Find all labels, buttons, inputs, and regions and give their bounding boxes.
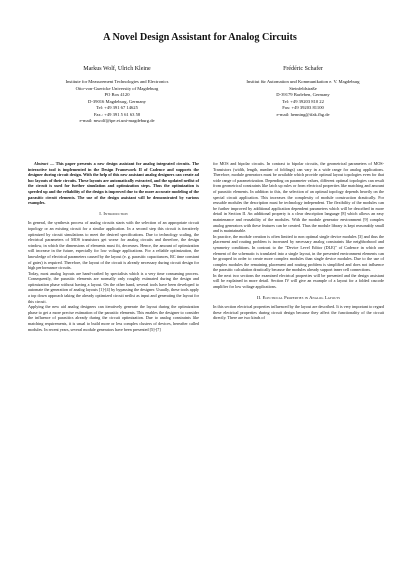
affiliation-line: Steinfeldstraße [289, 85, 317, 91]
abstract-text: — This paper presents a new design assistant for analog integrated circuits. The interactive tool is implemented in the Design Framework II of Cadence and supports the designer during circuit design. With the help of this new assistant analog designers can create ad hoc layouts of their circuits. These layouts are automatically extracted, and the updated netlist of the circuit is used for further simulation and optimization steps. Thus the optimization is speeded up and the reliability of the design is improved due to the more accurate modeling of the parasitic circuit elements. The use of the design assistant will be demonstrated by various examples. [28, 161, 199, 206]
affiliation-line: e-mail: henning@ifak.fhg.de [276, 111, 330, 117]
affiliation-line: Fax.: +49 391 5 61 63 58 [93, 111, 141, 117]
body-paragraph: In practice, the module creation is often limited to non optimal single device modules [3] and thus the placement and routing problem is increased by necessary analog constraints like neighborhood and symmetry conditions. In contrast to the "Device Level Editor (DLE)" of Cadence in which one element of the schematic is translated into a single layout, in the presented environment elements can be grouped in order to create more complex modules than single device modules. Due to the use of complex modules the remaining placement and routing problem is simplified and does not influence the parasitic calculation drastically because the modules already support inner cell connections. [213, 233, 384, 273]
body-paragraph: for MOS and bipolar circuits. In contrast to bipolar circuits, the geometrical parameters of MOS-Transistors (width, length, number of foldings) can vary in a wide range for analog applications. Therefore, module generators must be available which provide optimal layout topologies even for that wide range of parametrization. Depending on parameter values, different optimal topologies can result from geometrical constraints like latch up rules or from electrical properties like matching and amount of parasitic elements. In addition to this, the selection of an optimal topology depends heavily on the special circuit application. This increases the complexity of module construction drastically. For reusable modules the description must be technology independent. The flexibility of the modules can be further improved by additional application dependent parameters which will be described in more detail in Section II. An additional property is a clear description language [8] which allows an easy maintenance and reusability of the modules. With the module generator environment [9] complex analog generators with these features can be created. Thus the module library is kept reasonably small and is maintainable. [213, 161, 384, 234]
affiliation-line: Institute for Measurement Technologies and Electronics [65, 79, 169, 84]
author-names: Frédéric Schafer [283, 66, 323, 72]
affiliation-line: Tel: +49 391 67 14625 [96, 105, 138, 110]
affiliation-line: Otto-von-Guericke University of Magdeburg [75, 85, 159, 91]
abstract [28, 161, 199, 206]
affiliation-line: Fax: +49 39203 81100 [282, 105, 324, 110]
section-heading: II. Electrical Properties in Analog Layouts [256, 294, 341, 300]
affiliation-line: D-39016 Magdeburg, Germany [88, 98, 146, 104]
body-paragraph: Applying the new aid analog designers can iteratively generate the layout during the optimization phase to get a more precise estimation of the parasitic elements. This enables the designer to consider the influence of parasitics already during the circuit optimization. Due to analog constraints like matching requirements, it is usual to build more or less complex clusters of devices, hereafter called modules. In recent years, several module generators have been presented [5]-[7] [28, 304, 199, 332]
body-paragraph: Today, most analog layouts are hand-crafted by specialists which is a very time consuming process. Consequently, the parasitic elements are normally only roughly estimated during the design and optimization phase without having a layout. On the other hand, several tools have been developed to automate the generation of analog layouts [1]-[4] by bypassing the designer. Usually, these tools apply a top down approach taking the already optimized circuit netlist as input and generating the layout for this circuit. [28, 270, 199, 304]
section-heading: I. Introduction [99, 210, 128, 216]
affiliation-line: D-39179 Barleben, Germany [276, 92, 330, 97]
affiliation-line: Tel: +49 39203 810 22 [282, 98, 324, 104]
body-paragraph: In this section electrical properties influenced by the layout are described. It is very important to regard these electrical properties during circuit design because they affect the functionality of the circuit directly. There are two kinds of [213, 304, 384, 321]
affiliation-line: Institut für Automation und Kommunikation e. V. Magdeburg [246, 79, 360, 84]
body-paragraph: In general, the synthesis process of analog circuits starts with the selection of an appropriate circuit topology or an existing circuit for a similar application. In a second step this circuit is iteratively optimized by circuit simulations to meet the desired specifications. Due to technology scaling, the electrical parameters of MOS transistors get worse for analog circuits and therefore, the design window, in which the dimensions of elements must fit, decreases. Hence, the amount of optimization will increase in the future, especially for low voltage applications. For a reliable optimization, the knowledge of electrical parameters caused by the layout (e. g. parasitic capacitances, RC time constant of gates) is required. Therefore, the layout of the circuit is already necessary during circuit design for high performance circuits. [28, 220, 199, 271]
body-paragraph: In the next two sections the examined electrical properties will be presented and the design assistant will be explained in more detail. Section IV will give an example of a layout for a folded cascode amplifier for low voltage applications. [213, 272, 384, 290]
affiliation-line: PO Box 4120 [104, 92, 130, 97]
author-block-left [28, 65, 206, 125]
paper-title: A Novel Design Assistant for Analog Circuits [103, 32, 297, 43]
author-block-right [213, 65, 393, 118]
right-column [213, 161, 384, 321]
left-column [28, 161, 199, 332]
affiliation-line: e-mail: mwolf@ipe.et.uni-magdeburg.de [79, 118, 155, 123]
abstract-lead: Abstract [34, 161, 49, 166]
author-names: Markus Wolf, Ulrich Kleine [83, 66, 151, 72]
